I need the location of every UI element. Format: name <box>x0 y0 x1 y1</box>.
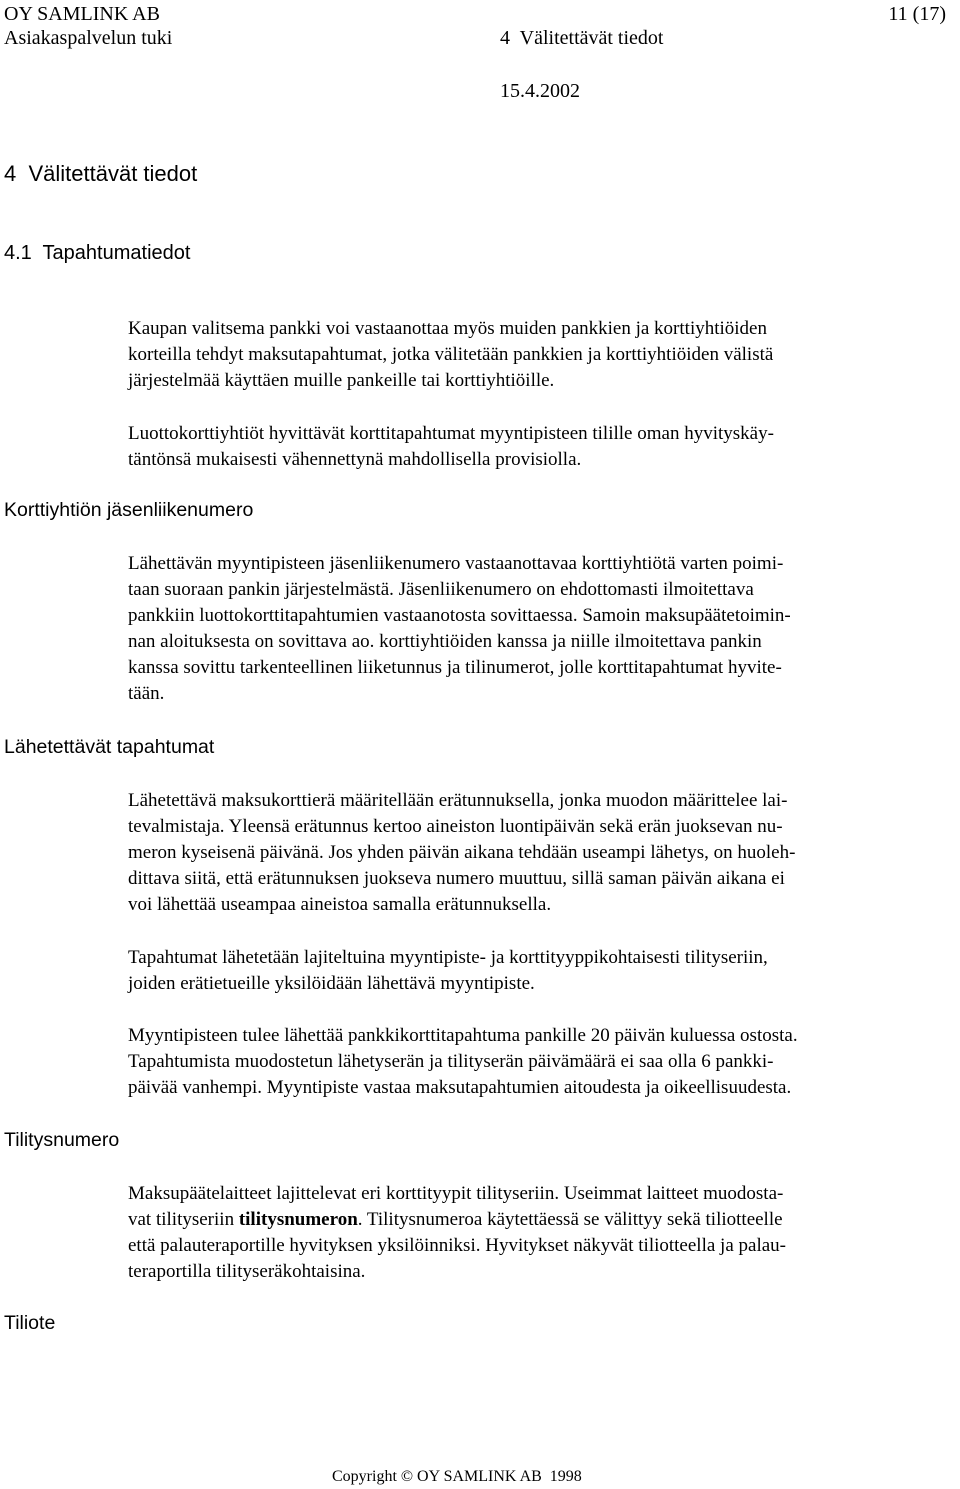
member-number-paragraph: Lähettävän myyntipisteen jäsenliikenumero vastaanottavaa korttiyhtiötä varten poimi- taan suoraan pankin järjestelmästä. Jäsenliikenumero on ehdottomasti ilmoitettava pankkiin luottokorttitapahtumien vastaanotosta sovittaessa. Samoin maksupäätetoimin- nan aloituksesta on sovittava ao. korttiyhtiöiden kanssa ja niille ilmoitettava pankin kanssa sovittu tarkenteellinen liiketunnus ja tilinumerot, jolle korttitapahtumat hyvite- tään. <box>128 553 791 704</box>
member-number-label: Korttiyhtiön jäsenliikenumero <box>4 499 254 521</box>
settlement-number-term: tilitysnumeron <box>238 1209 358 1230</box>
sent-transactions-paragraph-1: Lähetettävä maksukorttierä määritellään erätunnuksella, jonka muodon määrittelee lai- tevalmistaja. Yleensä erätunnus kertoo aineiston luontipäivän sekä erän juoksevan nu- meron kyseisenä päivänä. Jos yhden päivän aikana tehdään useampi lähetys, on huoleh- dittava siitä, että erätunnuksen juokseva numero muuttuu, sillä saman päivän aikana ei voi lähettää useampaa aineistoa samalla erätunnuksella. <box>128 790 796 915</box>
header-company: OY SAMLINK AB <box>4 3 160 25</box>
settlement-number-paragraph <box>128 1181 943 1285</box>
subsection-title: 4.1 Tapahtumatiedot <box>4 242 191 264</box>
sent-transactions-paragraph-3: Myyntipisteen tulee lähettää pankkikorttitapahtuma pankille 20 päivän kuluessa ostosta. Tapahtumista muodostetun lähetyserän ja tilityserän päivämäärä ei saa olla 6 pankki- päivää vanhempi. Myyntipiste vastaa maksutapahtumien aitoudesta ja oikeellisuudesta. <box>128 1025 798 1098</box>
intro-paragraph-2: Luottokorttiyhtiöt hyvittävät korttitapahtumat myyntipisteen tilille oman hyvityskäy- täntönsä mukaisesti vähennettynä mahdollisella provisiolla. <box>128 423 774 470</box>
statement-label: Tiliote <box>4 1312 56 1334</box>
sent-transactions-paragraph-2: Tapahtumat lähetetään lajiteltuina myyntipiste- ja korttityyppikohtaisesti tilityseriin, joiden erätietueille yksilöidään lähettävä myyntipiste. <box>128 947 768 994</box>
sent-transactions-label: Lähetettävät tapahtumat <box>4 736 215 758</box>
settlement-text-end: . Tilitysnumeroa käytettäessä se välittyy sekä tiliotteelle että palauteraportille hyvityksen yksilöinniksi. Hyvitykset näkyvät tiliotteella ja palau- teraportilla tilityseräkohtaisina. <box>128 1209 786 1282</box>
settlement-number-label: Tilitysnumero <box>4 1129 120 1151</box>
footer-copyright: Copyright © OY SAMLINK AB 1998 <box>332 1468 582 1485</box>
section-title: 4 Välitettävät tiedot <box>4 161 198 186</box>
header-department: Asiakaspalvelun tuki <box>4 27 173 49</box>
settlement-text-start: Maksupäätelaitteet lajittelevat eri korttityypit tilityseriin. Useimmat laitteet muodosta- vat tilityseriin <box>128 1183 784 1230</box>
header-date: 15.4.2002 <box>500 80 580 102</box>
header-chapter: 4 Välitettävät tiedot <box>500 27 664 49</box>
intro-paragraph-1: Kaupan valitsema pankki voi vastaanottaa myös muiden pankkien ja korttiyhtiöiden korteilla tehdyt maksutapahtumat, jotka välitetään pankkien ja korttiyhtiöiden välistä järjestelmää käyttäen muille pankeille tai korttiyhtiöille. <box>128 318 774 391</box>
header-page-number: 11 (17) <box>888 3 946 25</box>
